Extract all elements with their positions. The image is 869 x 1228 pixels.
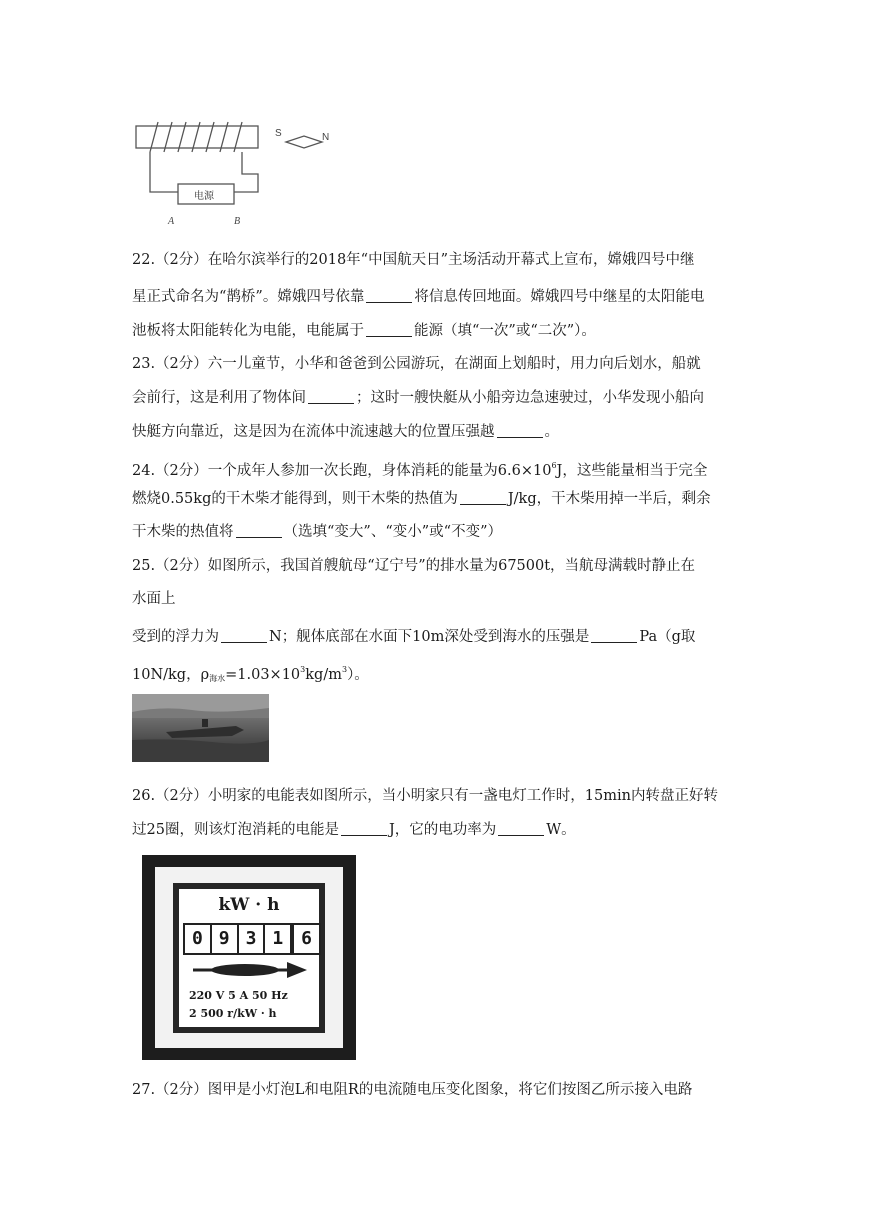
meter-digit: 0: [185, 925, 212, 953]
q23-line-3-text-a: 快艇方向靠近，这是因为在流体中流速越大的位置压强越: [132, 424, 495, 440]
q24-line-2-text-a: 燃烧0.55kg的干木柴才能得到，则干木柴的热值为: [132, 491, 458, 507]
q24-exponent: 6: [551, 461, 557, 470]
left-wire: [150, 152, 178, 192]
q24-line-1-text-a: 24.（2分）一个成年人参加一次长跑，身体消耗的能量为6.6×10: [132, 463, 552, 479]
q24-line-1: [132, 457, 707, 480]
q26-line-2-text-c: W。: [546, 822, 576, 838]
q26-line-2: [132, 821, 576, 839]
meter-frame: [173, 883, 325, 1033]
q25-line-1: 25.（2分）如图所示，我国首艘航母“辽宁号”的排水量为67500t，当航母满载时静止在: [132, 558, 696, 574]
q25-exponent-2: 3: [341, 665, 348, 674]
terminal-b-label: B: [234, 216, 241, 227]
q27-line-1: 27.（2分）图甲是小灯泡L和电阻R的电流随电压变化图象，将它们按图乙所示接入电路: [132, 1082, 693, 1098]
answer-blank: [366, 322, 412, 337]
q24-line-2: [132, 490, 711, 508]
meter-unit-label: kW · h: [218, 895, 280, 915]
meter-digit: 9: [212, 925, 239, 953]
q22-line-3-text-b: 能源（填“一次”或“二次”）。: [414, 323, 596, 339]
answer-blank: [341, 821, 387, 836]
power-supply-label: 电源: [194, 191, 214, 202]
q25-line-3-text-a: 受到的浮力为: [132, 629, 219, 645]
q24-line-1-text-b: J，这些能量相当于完全: [556, 463, 708, 479]
q25-line-4-text-c: kg/m: [305, 667, 342, 683]
q23-line-3-text-b: 。: [544, 424, 559, 440]
q24-line-3: [132, 523, 502, 541]
q25-line-4-text-d: ）。: [347, 667, 369, 683]
q24-line-3-text-b: （选填“变大”、“变小”或“不变”）: [283, 524, 502, 540]
answer-blank: [460, 490, 506, 505]
answer-blank: [308, 389, 354, 404]
answer-blank: [236, 523, 282, 538]
answer-blank: [366, 288, 412, 303]
q22-line-2: [132, 288, 704, 306]
q26-line-1: 26.（2分）小明家的电能表如图所示，当小明家只有一盏电灯工作时，15min内转盘正好转: [132, 788, 718, 804]
meter-spec-revolutions: 2 500 r/kW · h: [189, 1007, 277, 1020]
q23-line-2-text-a: 会前行，这是利用了物体间: [132, 390, 306, 406]
compass-n-label: N: [322, 132, 330, 143]
meter-digit-display: [183, 923, 321, 955]
meter-spec-rating: 220 V 5 A 50 Hz: [189, 989, 288, 1002]
q24-line-3-text-a: 干木柴的热值将: [132, 524, 234, 540]
q25-line-4-text-a: 10N/kg，ρ: [132, 667, 210, 683]
q25-exponent-1: 3: [300, 665, 306, 674]
compass-s-label: S: [275, 128, 282, 139]
q22-line-3-text-a: 池板将太阳能转化为电能，电能属于: [132, 323, 364, 339]
q25-line-2: 水面上: [132, 591, 176, 607]
meter-digit: 6: [292, 925, 319, 953]
q22-line-3: [132, 322, 596, 340]
compass-needle: [286, 136, 322, 148]
meter-face: [179, 889, 319, 1027]
electricity-meter-figure: [142, 855, 356, 1060]
terminal-a-label: A: [168, 216, 175, 227]
q26-line-2-text-a: 过25圈，则该灯泡消耗的电能是: [132, 822, 339, 838]
carrier-silhouette: [132, 694, 269, 762]
q25-line-3-text-c: Pa（g取: [639, 629, 696, 645]
right-wire: [234, 152, 258, 192]
q23-line-2: [132, 389, 704, 407]
answer-blank: [497, 423, 543, 438]
q25-line-3: [132, 628, 695, 646]
answer-blank: [221, 628, 267, 643]
solenoid-circuit-figure: [130, 118, 340, 228]
q26-line-2-text-b: J，它的电功率为: [388, 822, 497, 838]
q23-line-2-text-b: ；这时一艘快艇从小船旁边急速驶过，小华发现小船向: [356, 390, 704, 406]
q25-line-3-text-b: N；舰体底部在水面下10m深处受到海水的压强是: [269, 629, 590, 645]
meter-outer-panel: [155, 867, 343, 1048]
q25-line-4-text-b: =1.03×10: [225, 667, 301, 683]
q22-line-1: 22.（2分）在哈尔滨举行的2018年“中国航天日”主场活动开幕式上宣布，嫦娥四号中继: [132, 252, 695, 268]
answer-blank: [591, 628, 637, 643]
q25-rho-subscript: 海水: [209, 674, 226, 683]
meter-digit: 3: [239, 925, 266, 953]
q25-line-4: [132, 661, 369, 688]
meter-digit: 1: [265, 925, 292, 953]
q22-line-2-text-a: 星正式命名为“鹊桥”。嫦娥四号依靠: [132, 289, 365, 305]
answer-blank: [498, 821, 544, 836]
q23-line-1: 23.（2分）六一儿童节，小华和爸爸到公园游玩，在湖面上划船时，用力向后划水，船就: [132, 356, 701, 372]
aircraft-carrier-photo: [132, 694, 269, 762]
q22-line-2-text-b: 将信息传回地面。嫦娥四号中继星的太阳能电: [414, 289, 705, 305]
q23-line-3: [132, 423, 559, 441]
q24-line-2-text-b: J/kg，干木柴用掉一半后，剩余: [507, 491, 711, 507]
meter-arrow-icon: [189, 959, 311, 981]
